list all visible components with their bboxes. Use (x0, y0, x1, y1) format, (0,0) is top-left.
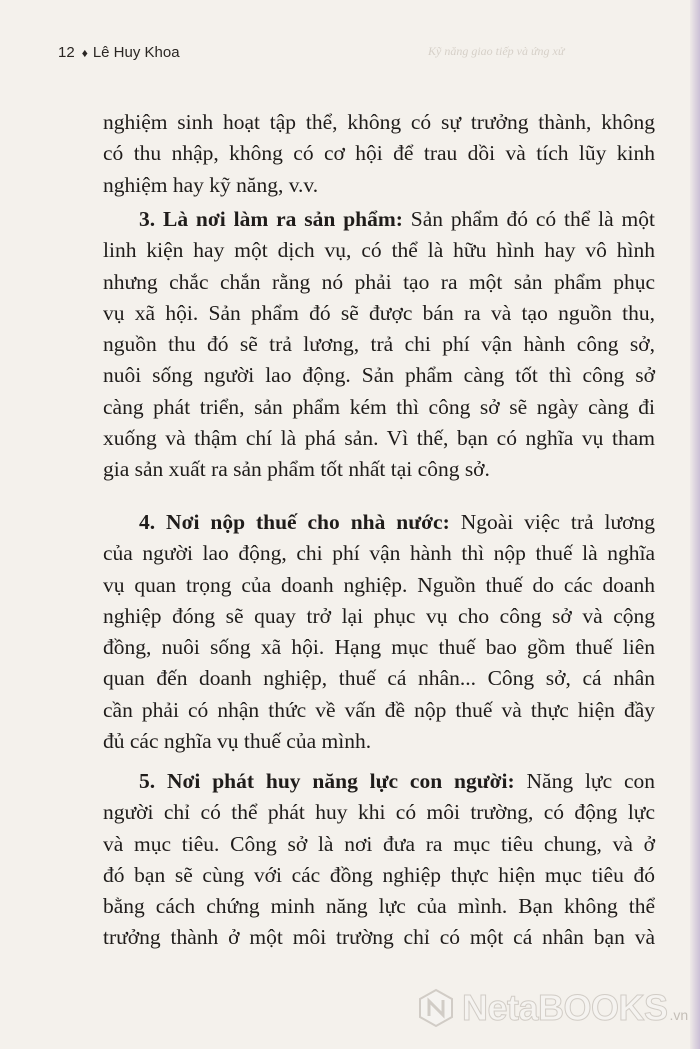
text-line: quan đến doanh nghiệp, thuế cá nhân... Công sở, cá nhân (103, 666, 655, 691)
text-line: vụ xã hội. Sản phẩm đó sẽ được bán ra và tạo nguồn thu, (103, 300, 655, 325)
text-line: 4. Nơi nộp thuế cho nhà nước: Ngoài việc trả lương (139, 510, 655, 534)
netabooks-logo-icon (416, 988, 456, 1028)
text-line: gia sản xuất ra sản phẩm tốt nhất tại công sở. (103, 457, 490, 482)
paragraph-3-product (103, 204, 655, 486)
text-line: nghiệm hay kỹ năng, v.v. (103, 172, 319, 197)
text-line: vụ quan trọng của doanh nghiệp. Nguồn thuế do các doanh (103, 572, 655, 597)
author-name: Lê Huy Khoa (92, 44, 180, 61)
text-line: có thu nhập, không có cơ hội để trau dồi và tích lũy kinh (103, 141, 655, 166)
page-edge-shadow (690, 0, 700, 1049)
text-line: cần phải có nhận thức về vấn đề nộp thuế và thực hiện đầy (103, 697, 655, 722)
text-line: xuống và thậm chí là phá sản. Vì thế, bạn có nghĩa vụ tham (103, 426, 655, 451)
section-heading: 4. Nơi nộp thuế cho nhà nước: (139, 510, 450, 534)
text-line: nghiệm sinh hoạt tập thể, không có sự trưởng thành, không (103, 110, 655, 134)
text-line: đó bạn sẽ cùng với các đồng nghiệp thực hiện mục tiêu đó (103, 862, 655, 887)
text-line: 5. Nơi phát huy năng lực con người: Năng lực con (139, 769, 656, 793)
text-line: nuôi sống người lao động. Sản phẩm càng tốt thì công sở (103, 363, 655, 388)
bleed-through-text: Kỹ năng giao tiếp và ứng xử (428, 44, 565, 58)
paragraph-5-capability (103, 766, 655, 954)
text-line: của người lao động, chi phí vận hành thì nộp thuế là nghĩa (103, 541, 655, 566)
text-line: nguồn thu đó sẽ trả lương, trả chi phí vận hành công sở, (103, 332, 655, 357)
diamond-separator-icon: ♦ (81, 45, 88, 60)
text-line: đủ các nghĩa vụ thuế của mình. (103, 729, 372, 754)
text-line: trưởng thành ở một môi trường chỉ có một cá nhân bạn và (103, 925, 655, 950)
text-line: đồng, nuôi sống xã hội. Hạng mục thuế bao gồm thuế liên (103, 635, 655, 660)
text-line: linh kiện hay một dịch vụ, có thể là hữu hình hay vô hình (103, 238, 655, 263)
watermark (416, 987, 688, 1029)
section-heading: 5. Nơi phát huy năng lực con người: (139, 769, 515, 793)
text-line: nhưng chắc chắn rằng nó phải tạo ra một sản phẩm phục (103, 269, 655, 294)
watermark-brand: NetaBOOKS (462, 987, 668, 1028)
page-number: 12 (58, 44, 75, 61)
paragraph-1 (103, 107, 655, 201)
watermark-suffix: .vn (669, 1007, 689, 1023)
text-line: nghiệp đóng sẽ quay trở lại phục vụ cho công sở và cộng (103, 603, 655, 628)
section-heading: 3. Là nơi làm ra sản phẩm: (139, 207, 403, 231)
paragraph-4-tax (103, 507, 655, 757)
text-line: người chỉ có thể phát huy khi có môi trường, có động lực (103, 800, 655, 825)
running-header (58, 44, 180, 61)
text-line: bằng cách chứng minh năng lực của mình. Bạn không thể (103, 894, 655, 919)
text-line: càng phát triển, sản phẩm kém thì công sở sẽ ngày càng đi (103, 394, 655, 419)
text-line: 3. Là nơi làm ra sản phẩm: Sản phẩm đó có thể là một (139, 207, 655, 231)
text-line: và mục tiêu. Công sở là nơi đưa ra mục tiêu chung, và ở (103, 831, 655, 856)
